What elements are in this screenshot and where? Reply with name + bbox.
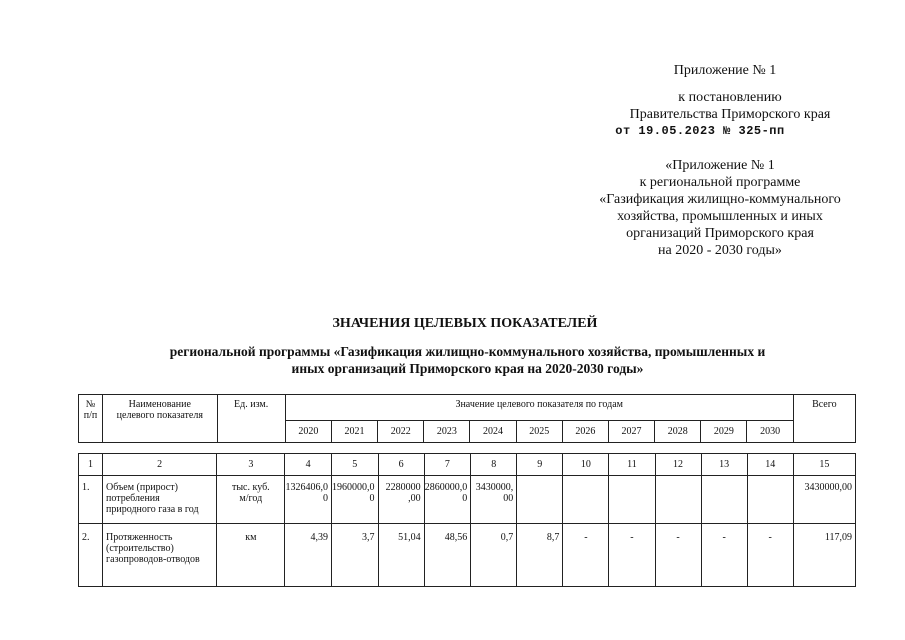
row-value <box>747 476 793 524</box>
column-number: 1 <box>79 454 103 476</box>
column-number: 7 <box>424 454 471 476</box>
row-unit: тыс. куб. м/год <box>217 476 285 524</box>
row-value: 8,7 <box>517 524 563 587</box>
row-value: 2280000 ,00 <box>378 476 424 524</box>
program-appendix-line: к региональной программе <box>639 175 801 190</box>
appendix-title: Приложение № 1 <box>673 63 777 78</box>
program-appendix-line: организаций Приморского края <box>626 226 814 241</box>
row-value: 3,7 <box>331 524 378 587</box>
column-number: 11 <box>609 454 655 476</box>
program-appendix-line: на 2020 - 2030 годы» <box>658 243 782 258</box>
row-value <box>655 476 701 524</box>
row-number: 1. <box>79 476 103 524</box>
row-value: 48,56 <box>424 524 471 587</box>
row-value: - <box>747 524 793 587</box>
row-indicator-name: Объем (прирост) потребления природного газа в год <box>103 476 217 524</box>
column-number-row <box>79 454 856 476</box>
column-number: 5 <box>331 454 378 476</box>
row-number: 2. <box>79 524 103 587</box>
column-number: 2 <box>103 454 217 476</box>
program-appendix-block <box>575 157 865 259</box>
column-number: 4 <box>285 454 332 476</box>
header-year: 2027 <box>608 421 654 443</box>
header-year-group: Значение целевого показателя по годам <box>285 395 793 421</box>
row-value: 51,04 <box>378 524 424 587</box>
row-value <box>609 476 655 524</box>
row-value: - <box>655 524 701 587</box>
column-number: 13 <box>701 454 747 476</box>
header-name: Наименование целевого показателя <box>103 395 217 443</box>
header-year: 2023 <box>424 421 470 443</box>
decree-stamp: от 19.05.2023 № 325-пп <box>615 124 785 138</box>
page-subtitle <box>0 343 905 377</box>
row-value: - <box>701 524 747 587</box>
row-value: - <box>563 524 609 587</box>
table-row <box>79 524 856 587</box>
header-year: 2020 <box>285 421 331 443</box>
appendix-line: Правительства Приморского края <box>629 107 831 122</box>
program-appendix-line: «Газификация жилищно-коммунального <box>599 192 841 207</box>
column-number: 10 <box>563 454 609 476</box>
row-value: - <box>609 524 655 587</box>
row-total: 117,09 <box>793 524 855 587</box>
header-year: 2026 <box>562 421 608 443</box>
header-year: 2022 <box>378 421 424 443</box>
header-total: Всего <box>793 395 855 443</box>
row-value: 1960000,0 0 <box>331 476 378 524</box>
row-value: 3430000, 00 <box>471 476 517 524</box>
appendix-block <box>585 62 875 140</box>
row-value: 2860000,0 0 <box>424 476 471 524</box>
row-value <box>701 476 747 524</box>
row-value <box>517 476 563 524</box>
row-value <box>563 476 609 524</box>
column-number: 14 <box>747 454 793 476</box>
table-row <box>79 476 856 524</box>
header-year: 2024 <box>470 421 516 443</box>
column-number: 9 <box>517 454 563 476</box>
column-number: 15 <box>793 454 855 476</box>
row-value: 4,39 <box>285 524 332 587</box>
program-appendix-line: хозяйства, промышленных и иных <box>617 209 823 224</box>
header-year: 2030 <box>747 421 793 443</box>
header-year: 2028 <box>655 421 701 443</box>
column-number: 12 <box>655 454 701 476</box>
header-table <box>78 394 856 443</box>
row-indicator-name: Протяженность (строительство) газопроводов-отводов <box>103 524 217 587</box>
data-table <box>78 453 856 587</box>
column-number: 8 <box>471 454 517 476</box>
appendix-line: к постановлению <box>678 90 782 105</box>
subtitle-line: иных организаций Приморского края на 2020-2030 годы» <box>291 361 644 376</box>
row-value: 0,7 <box>471 524 517 587</box>
page-title: ЗНАЧЕНИЯ ЦЕЛЕВЫХ ПОКАЗАТЕЛЕЙ <box>332 316 598 331</box>
column-number: 6 <box>378 454 424 476</box>
row-value: 1326406,0 0 <box>285 476 332 524</box>
header-year: 2021 <box>331 421 377 443</box>
program-appendix-line: «Приложение № 1 <box>665 158 775 173</box>
row-total: 3430000,00 <box>793 476 855 524</box>
header-unit: Ед. изм. <box>217 395 285 443</box>
header-year: 2025 <box>516 421 562 443</box>
column-number: 3 <box>217 454 285 476</box>
subtitle-line: региональной программы «Газификация жилищно-коммунального хозяйства, промышленных и <box>169 344 766 359</box>
header-num: № п/п <box>79 395 103 443</box>
header-year: 2029 <box>701 421 747 443</box>
row-unit: км <box>217 524 285 587</box>
